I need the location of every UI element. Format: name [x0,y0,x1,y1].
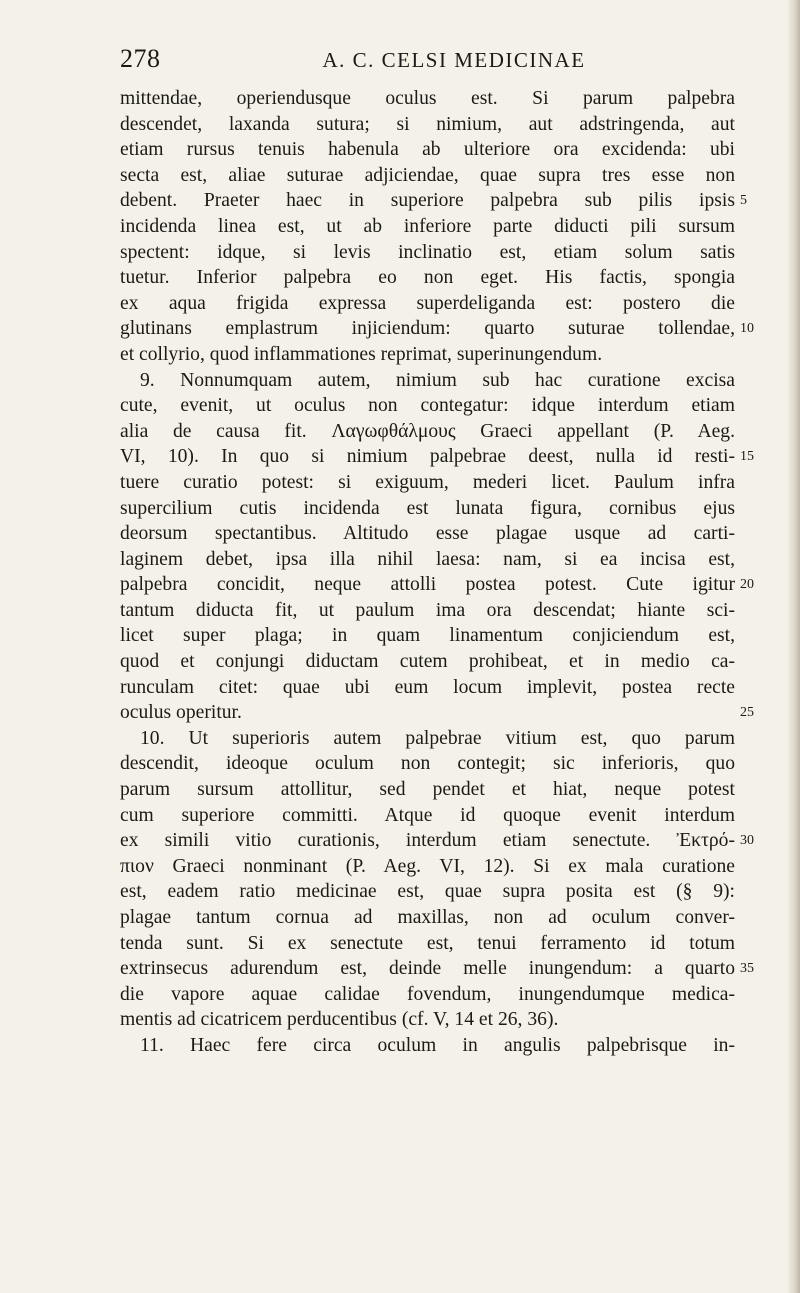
line-number: 35 [740,961,754,977]
text-line [120,982,735,1008]
text-line [120,598,735,624]
text-line [120,726,735,752]
text-line [120,572,754,598]
text-line [120,496,735,522]
line-text: cum superiore committi. Atque id quoque evenit interdum [120,804,735,826]
running-title: A. C. CELSI MEDICINAE [322,48,586,72]
text-line [120,700,754,726]
line-text: ex aqua frigida expressa superdeliganda est: postero die [120,292,735,314]
line-text: mittendae, operiendusque oculus est. Si parum palpebra [120,88,735,109]
line-text: laginem debet, ipsa illa nihil laesa: nam, si ea incisa est, [120,548,735,570]
line-text: tantum diducta fit, ut paulum ima ora descendat; hiante sci- [120,599,735,621]
line-text: parum sursum attollitur, sed pendet et hiat, neque potest [120,779,735,801]
line-text: 10. Ut superioris autem palpebrae vitium est, quo parum [140,727,735,749]
text-line [120,188,747,214]
text-line [120,368,735,394]
line-text: debent. Praeter haec in superiore palpebra sub pilis ipsis [120,190,735,212]
text-line [120,342,735,368]
line-text: tenda sunt. Si ex senectute est, tenui ferramento id totum [120,932,735,954]
line-text: 9. Nonnumquam autem, nimium sub hac curatione excisa [140,369,735,391]
line-text: plagae tantum cornua ad maxillas, non ad oculum conver- [120,907,735,928]
text-line [120,931,735,957]
text-line [120,163,735,189]
text-line [120,623,735,649]
text-line [120,240,735,266]
text-line [120,316,754,342]
line-text: runculam citet: quae ubi eum locum implevit, postea recte [120,676,735,698]
line-text: et collyrio, quod inflammationes reprimat, superinungendum. [120,343,603,365]
line-text: secta est, aliae suturae adjiciendae, quae supra tres esse non [120,164,735,186]
page-number: 278 [120,44,161,73]
line-text: incidenda linea est, ut ab inferiore parte diducti pili sursum [120,215,735,237]
line-number: 10 [740,321,754,337]
line-text: extrinsecus adurendum est, deinde melle inungendum: a quarto [120,958,735,980]
text-line [120,419,735,445]
text-line [120,751,735,777]
line-text: oculus operitur. [120,702,242,724]
page-header [120,44,735,84]
line-number: 15 [740,449,754,465]
text-line [120,547,735,573]
line-text: supercilium cutis incidenda est lunata figura, cornibus ejus [120,497,735,519]
line-text: 11. Haec fere circa oculum in angulis palpebrisque in- [140,1034,735,1056]
line-text: est, eadem ratio medicinae est, quae supra posita est (§ 9): [120,881,735,903]
text-line [120,1033,735,1059]
line-text: descendit, ideoque oculum non contegit; sic inferioris, quo [120,753,735,775]
line-number: 20 [740,577,754,593]
line-text: tuetur. Inferior palpebra eo non eget. His factis, spongia [120,267,735,289]
line-text: mentis ad cicatricem perducentibus (cf. V, 14 et 26, 36). [120,1009,559,1031]
line-text: VI, 10). In quo si nimium palpebrae deest, nulla id resti- [120,446,735,468]
text-line [120,1007,735,1033]
text-line [120,828,754,854]
line-number: 30 [740,833,754,849]
line-text: cute, evenit, ut oculus non contegatur: idque interdum etiam [120,395,735,417]
text-line [120,265,735,291]
line-text: palpebra concidit, neque attolli postea potest. Cute igitur [120,574,735,596]
text-line [120,137,735,163]
line-number: 5 [740,193,747,209]
text-line [120,521,735,547]
text-line [120,854,735,880]
text-line [120,444,754,470]
line-text: descendet, laxanda sutura; si nimium, aut adstringenda, aut [120,113,735,135]
line-text: deorsum spectantibus. Altitudo esse plagae usque ad carti- [120,523,735,545]
line-text: alia de causa fit. Λαγωφθάλμους Graeci appellant (P. Aeg. [120,420,735,442]
text-line [120,803,735,829]
line-text: πιον Graeci nonminant (P. Aeg. VI, 12). Si ex mala curatione [120,855,735,877]
text-line [120,470,735,496]
line-text: spectent: idque, si levis inclinatio est, etiam solum satis [120,241,735,263]
line-text: ex simili vitio curationis, interdum etiam senectute. Ἐκτρό- [120,830,735,852]
line-text: quod et conjungi diductam cutem prohibeat, et in medio ca- [120,651,735,673]
line-text: die vapore aquae calidae fovendum, inungendumque medica- [120,983,735,1005]
text-line [120,649,735,675]
text-line [120,112,735,138]
text-line [120,86,735,112]
text-line [120,905,735,931]
line-text: tuere curatio potest: si exiguum, mederi licet. Paulum infra [120,471,735,493]
body-text [120,86,760,1059]
page-edge-shadow [788,0,800,1293]
text-line [120,214,735,240]
text-line [120,291,735,317]
line-text: etiam rursus tenuis habenula ab ulteriore ora excidenda: ubi [120,139,735,161]
text-line [120,879,735,905]
text-line [120,675,735,701]
text-line [120,777,735,803]
line-number: 25 [740,705,754,721]
line-text: glutinans emplastrum injiciendum: quarto suturae tollendae, [120,318,735,340]
text-line [120,956,754,982]
line-text: licet super plaga; in quam linamentum conjiciendum est, [120,625,735,647]
text-line [120,393,735,419]
